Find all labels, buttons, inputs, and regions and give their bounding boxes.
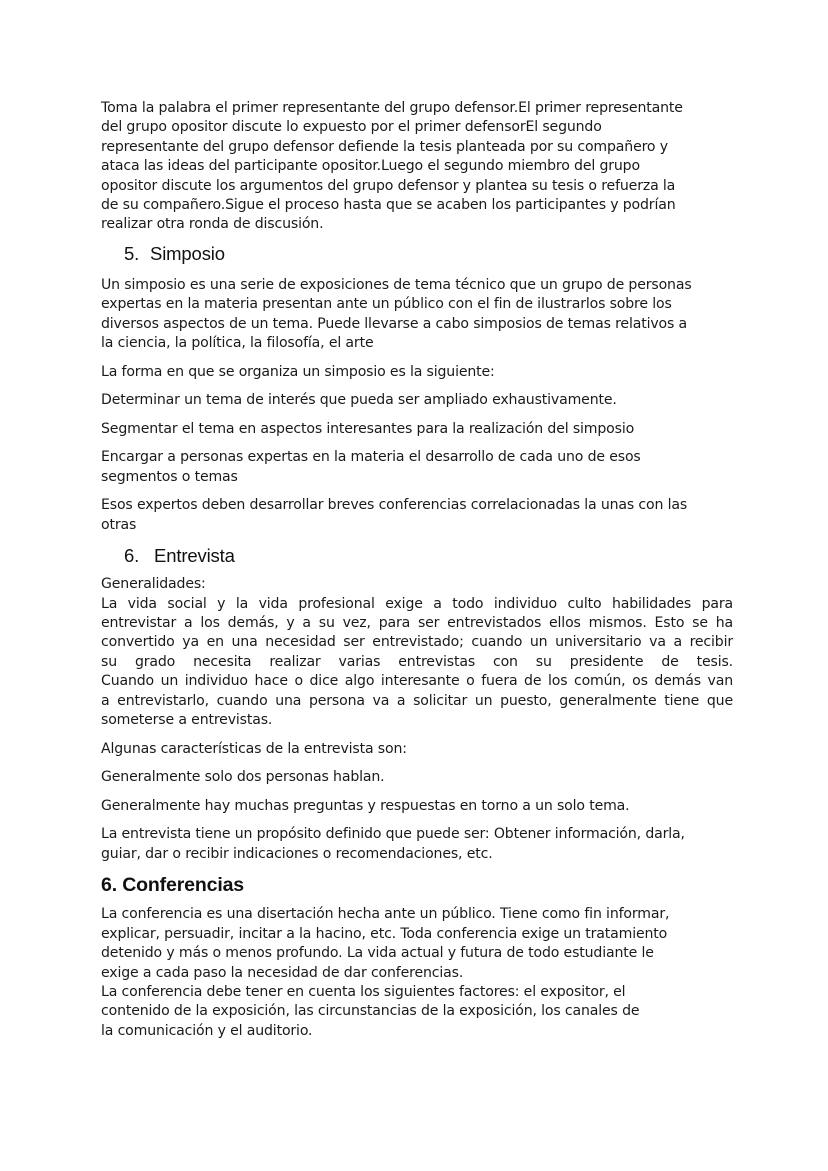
text-line: realizar otra ronda de discusión.: [101, 216, 324, 233]
entrevista-characteristic: Generalmente solo dos personas hablan.: [101, 769, 385, 786]
text-line: La entrevista tiene un propósito definido que puede ser: Obtener información, darla,: [101, 826, 685, 843]
text-line: Cuando un individuo hace o dice algo interesante o fuera de los común, os demás van: [101, 673, 733, 690]
text-line: segmentos o temas: [101, 468, 238, 485]
text-line: exige a cada paso la necesidad de dar conferencias.: [101, 964, 464, 981]
text-line: a entrevistarlo, cuando una persona va a solicitar un puesto, generalmente tiene que: [101, 692, 733, 709]
text-line: entrevistar a los demás, y a su vez, para ser entrevistados ellos mismos. Esto se ha: [101, 615, 733, 632]
text-line: contenido de la exposición, las circunstancias de la exposición, los canales de: [101, 1003, 640, 1020]
text-line: guiar, dar o recibir indicaciones o recomendaciones, etc.: [101, 845, 493, 862]
text-line: convertido ya en una necesidad ser entrevistado; cuando un universitario va a recibir: [101, 634, 733, 651]
entrevista-characteristics-intro: Algunas características de la entrevista son:: [101, 740, 407, 757]
simposio-organization-intro: La forma en que se organiza un simposio es la siguiente:: [101, 363, 495, 380]
text-line: la comunicación y el auditorio.: [101, 1022, 313, 1039]
text-line: otras: [101, 516, 137, 533]
text-line: expertas en la materia presentan ante un público con el fin de ilustrarlos sobre los: [101, 296, 672, 313]
text-line: Toma la palabra el primer representante del grupo defensor.El primer representante: [101, 100, 683, 116]
simposio-step: Segmentar el tema en aspectos interesantes para la realización del simposio: [101, 420, 635, 437]
entrevista-characteristic: Generalmente hay muchas preguntas y respuestas en torno a un solo tema.: [101, 797, 630, 814]
text-line: La conferencia debe tener en cuenta los siguientes factores: el expositor, el: [101, 983, 626, 1000]
section-heading-entrevista: [124, 545, 733, 567]
text-line: de su compañero.Sigue el proceso hasta que se acaben los participantes y podrían: [101, 197, 676, 214]
text-line: Encargar a personas expertas en la materia el desarrollo de cada uno de esos: [101, 449, 641, 466]
entrevista-characteristic: [101, 825, 733, 864]
intro-paragraph: [101, 99, 733, 235]
text-line: explicar, persuadir, incitar a la hacino, etc. Toda conferencia exige un tratamiento: [101, 925, 668, 942]
heading-number: 5.: [124, 242, 140, 264]
text-line: diversos aspectos de un tema. Puede llevarse a cabo simposios de temas relativos a: [101, 315, 688, 332]
text-line: La conferencia es una disertación hecha ante un público. Tiene como fin informar,: [101, 906, 670, 923]
text-line: del grupo opositor discute lo expuesto por el primer defensorEl segundo: [101, 119, 602, 136]
text-line: La vida social y la vida profesional exige a todo individuo culto habilidades para: [101, 595, 733, 612]
heading-title: Entrevista: [154, 545, 235, 567]
conferencias-paragraph: [101, 905, 733, 1041]
text-line: la ciencia, la política, la filosofía, el arte: [101, 335, 374, 352]
entrevista-generalidades: [101, 575, 733, 730]
text-line: representante del grupo defensor defiende la tesis planteada por su compañero y: [101, 138, 668, 155]
text-line: Un simposio es una serie de exposiciones de tema técnico que un grupo de personas: [101, 276, 692, 293]
section-heading-simposio: [124, 243, 733, 265]
heading-number: 6.: [124, 545, 140, 567]
simposio-step: [101, 448, 733, 487]
document-page: [101, 99, 733, 1050]
text-line: someterse a entrevistas.: [101, 712, 273, 729]
simposio-step: [101, 496, 733, 535]
text-line: Esos expertos deben desarrollar breves conferencias correlacionadas la unas con las: [101, 497, 688, 514]
simposio-definition: [101, 276, 733, 354]
text-line: opositor discute los argumentos del grupo defensor y plantea su tesis o refuerza la: [101, 177, 676, 194]
simposio-step: Determinar un tema de interés que pueda ser ampliado exhaustivamente.: [101, 392, 617, 409]
heading-title: Simposio: [150, 242, 225, 264]
text-line: su grado necesita realizar varias entrevistas con su presidente de tesis.: [101, 653, 733, 670]
generalidades-label: Generalidades:: [101, 576, 206, 593]
text-line: detenido y más o menos profundo. La vida actual y futura de todo estudiante le: [101, 945, 654, 962]
text-line: ataca las ideas del participante opositor.Luego el segundo miembro del grupo: [101, 158, 640, 175]
section-heading-conferencias: 6. Conferencias: [101, 874, 244, 897]
